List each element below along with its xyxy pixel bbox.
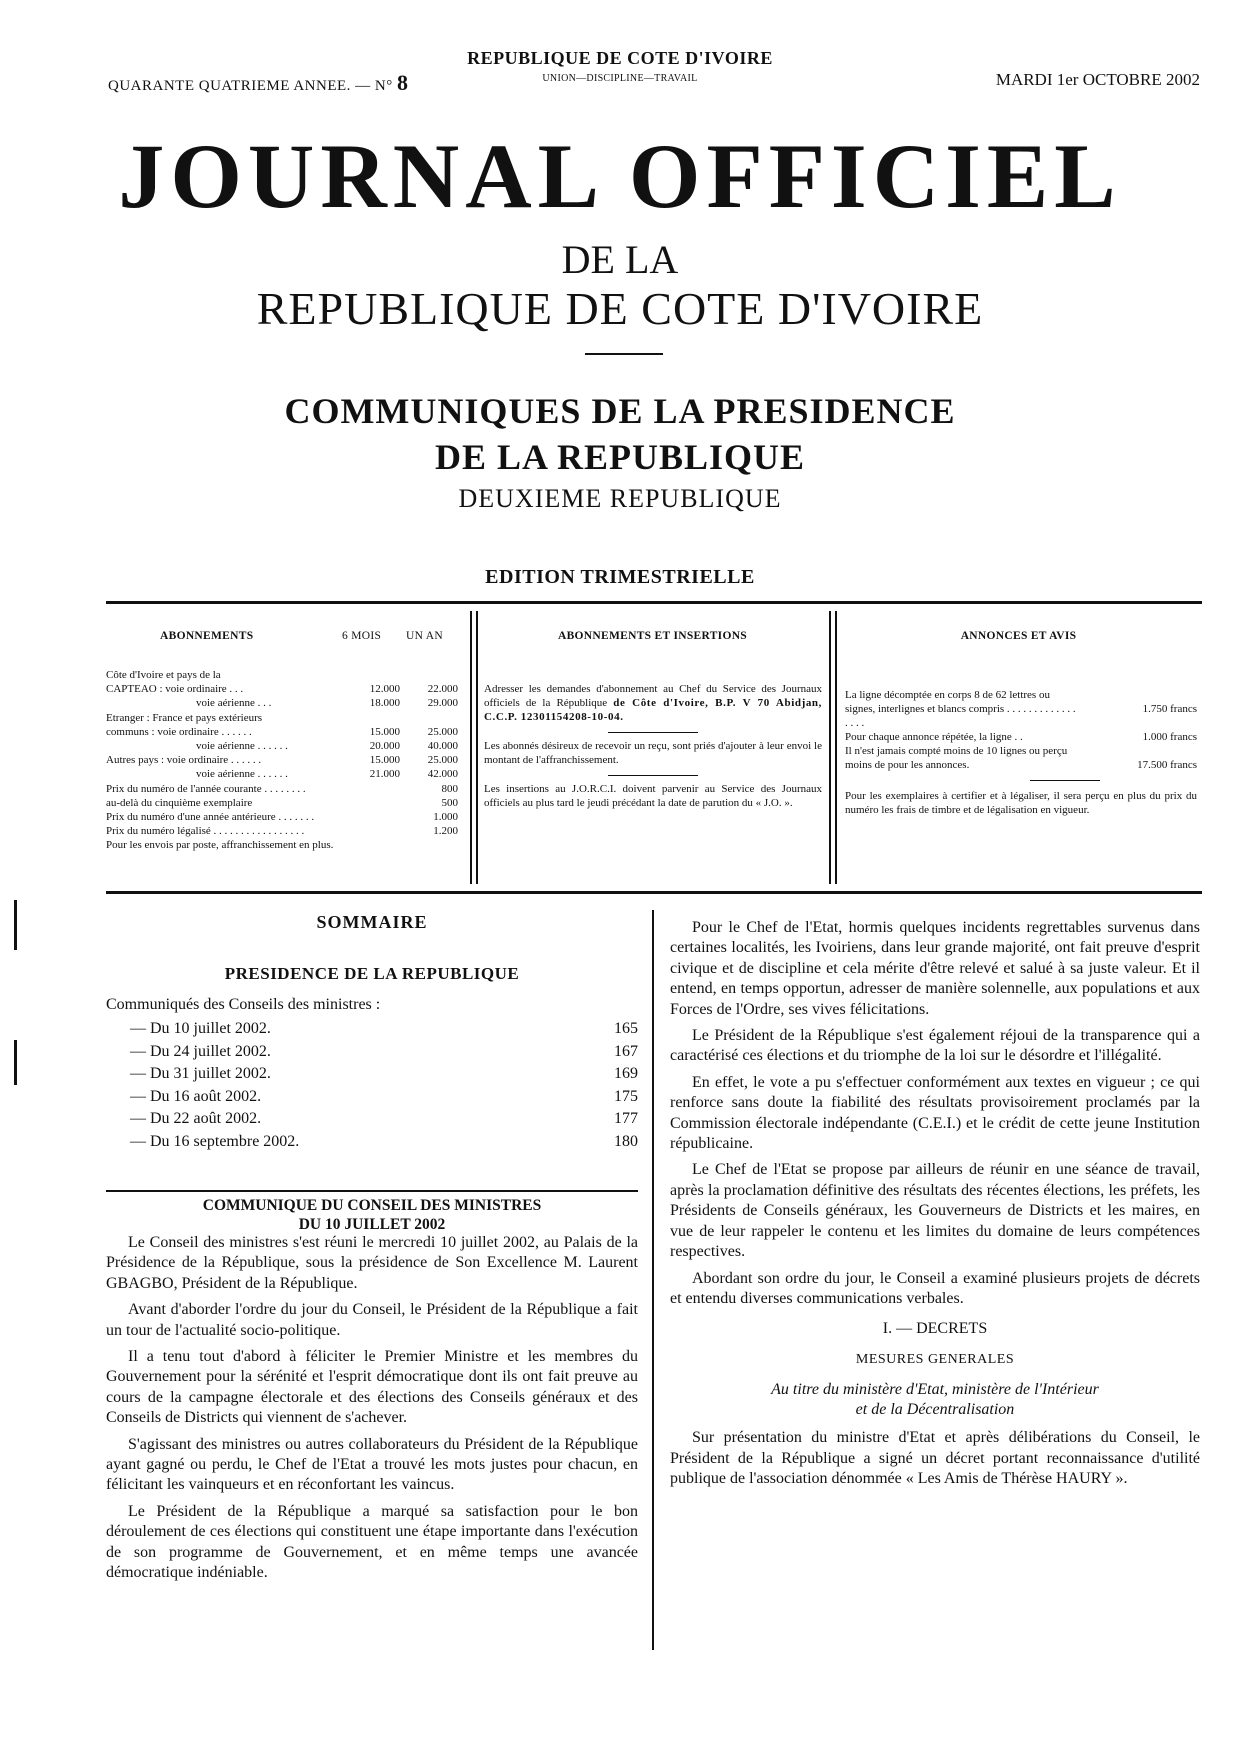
- toc-entry-page: 169: [614, 1065, 638, 1082]
- toc-entry-page: 175: [614, 1087, 638, 1105]
- subscription-one-year: [400, 668, 458, 682]
- issue-number: 8: [396, 70, 409, 95]
- subscription-row: [106, 739, 458, 753]
- toc-entry-label: — Du 16 août 2002.: [130, 1087, 262, 1105]
- insertions-body: [484, 682, 822, 818]
- box-divider: [476, 611, 478, 884]
- communiques-heading-line2: DE LA REPUBLIQUE: [434, 437, 806, 477]
- deuxieme-republique: DEUXIEME REPUBLIQUE: [458, 484, 782, 513]
- subscription-label: CAPTEAO : voie ordinaire . . .: [106, 683, 244, 696]
- subscription-one-year: 1.200: [433, 825, 458, 838]
- subscription-one-year: 25.000: [427, 725, 458, 738]
- subscription-label: Côte d'Ivoire et pays de la: [106, 669, 221, 681]
- box-bottom-rule: [106, 891, 1202, 894]
- subscription-label: Pour les envois par poste, affranchissement en plus.: [106, 839, 334, 852]
- body-paragraph: Le Président de la République s'est également réjoui de la transparence qui a caractérisé ces élections et du triomphe de la loi sur le désordre et l'illégalité.: [670, 1027, 1200, 1065]
- subscription-label: voie aérienne . . . . . .: [196, 740, 288, 753]
- insertions-paragraph: Les insertions au J.O.R.C.I. doivent parvenir au Service des Journaux officiels au plus tard le jeudi précédant la date de parution du « J.O. ».: [484, 783, 822, 809]
- subscription-label: Prix du numéro d'une année antérieure . . . . . . .: [106, 811, 315, 824]
- body-paragraph: En effet, le vote a pu s'effectuer conformément aux textes en vigueur ; ce qui renforce sans doute la fiabilité des résultats provisoirement proclamés par la Commission électorale indépendante (C.E.I.) et le crédit de cette jeune Institution républicaine.: [670, 1073, 1200, 1153]
- annonce-rate-text: Il n'est jamais compté moins de 10 lignes ou perçu moins de pour les annonces.: [845, 745, 1068, 771]
- communiques-heading: COMMUNIQUES DE LA PRESIDENCE: [284, 391, 956, 431]
- ministere-heading: [670, 1380, 1200, 1420]
- annonce-rate-price: 1.750 francs: [1142, 703, 1197, 715]
- six-mois-header: 6 MOIS: [342, 630, 382, 642]
- body-paragraph: Le Chef de l'Etat se propose par ailleurs de réunir en une séance de travail, après la proclamation définitive des résultats des récentes élections, les préfets, les Présidents de Conseils généraux, les Gouverneurs de Districts et les maires, en vue de leur rappeler le contenu et les limites du domaine de leurs compétences respectives.: [670, 1161, 1200, 1261]
- divider: [106, 1190, 638, 1192]
- box-divider: [470, 611, 472, 884]
- annonce-note: Pour les exemplaires à certifier et à légaliser, il sera perçu en plus du prix du numéro les frais de timbre et de légalisation en vigueur.: [845, 790, 1197, 816]
- toc-entry-label: — Du 24 juillet 2002.: [130, 1042, 271, 1060]
- communique-title: [106, 1196, 638, 1234]
- toc-entry-page: 180: [614, 1132, 638, 1150]
- subscription-label: Prix du numéro de l'année courante . . . . . . . .: [106, 782, 306, 795]
- divider: [1030, 780, 1100, 781]
- toc-entry: [106, 1018, 638, 1041]
- republic-name: REPUBLIQUE DE COTE D'IVOIRE: [467, 48, 773, 68]
- divider: [608, 732, 698, 733]
- divider: [585, 353, 663, 355]
- ministere-line: et de la Décentralisation: [855, 1401, 1015, 1419]
- insertions-header: ABONNEMENTS ET INSERTIONS: [557, 630, 748, 642]
- subscription-label: communs : voie ordinaire . . . . . .: [106, 725, 252, 738]
- subscription-label: Autres pays : voie ordinaire . . . . . .: [106, 754, 262, 767]
- subscription-row: [106, 682, 458, 696]
- ministere-line: Au titre du ministère d'Etat, ministère de l'Intérieur: [771, 1381, 1099, 1399]
- body-paragraph: Le Conseil des ministres s'est réuni le mercredi 10 juillet 2002, au Palais de la Présidence de la République, sous la présidence de Son Excellence M. Laurent GBAGBO, Président de la République.: [106, 1234, 638, 1292]
- toc-entry: [106, 1063, 638, 1086]
- subscription-row: [106, 696, 458, 710]
- communique-left-body: [106, 1233, 638, 1590]
- divider: [608, 775, 698, 776]
- mesures-heading: MESURES GENERALES: [855, 1351, 1015, 1367]
- subscription-price-list: [106, 668, 458, 853]
- abonnements-header: ABONNEMENTS: [160, 630, 254, 642]
- annonce-rate-row: [845, 730, 1197, 744]
- toc-entry-label: — Du 22 août 2002.: [130, 1110, 262, 1127]
- toc-entry: [106, 1131, 638, 1154]
- annonce-rate-text: La ligne décomptée en corps 8 de 62 lettres ou signes, interlignes et blancs compris . . . . . . . . . . . . . . . . .: [845, 689, 1076, 729]
- final-paragraph: Sur présentation du ministre d'Etat et après délibérations du Conseil, le Président de la République a signé un décret portant reconnaissance d'utilité publique de l'association dénommée « Les Amis de Thérèse HAURY ».: [670, 1429, 1200, 1487]
- box-top-rule: [106, 601, 1202, 604]
- subscription-six-months: 15.000: [369, 725, 400, 738]
- subscription-six-months: 21.000: [369, 768, 400, 781]
- decrets-heading: I. — DECRETS: [882, 1320, 988, 1338]
- subscription-label: voie aérienne . . . . . .: [196, 768, 288, 781]
- subscription-six-months: 20.000: [369, 740, 400, 753]
- journal-subtitle-de-la: DE LA: [561, 237, 679, 282]
- toc-entry-label: — Du 10 juillet 2002.: [130, 1020, 271, 1037]
- subscription-six-months: 12.000: [369, 683, 400, 696]
- insertions-address: de Côte d'Ivoire, B.P. V 70 Abidjan, C.C.P. 12301154208-10-04.: [484, 697, 822, 723]
- subscription-row: [106, 838, 458, 852]
- toc-entry-page: 167: [614, 1042, 638, 1060]
- subscription-row: [106, 796, 458, 810]
- body-paragraph: Avant d'aborder l'ordre du jour du Conseil, le Président de la République a fait un tour de l'actualité socio-politique.: [106, 1301, 638, 1339]
- subscription-row: [106, 824, 458, 838]
- subscription-row: [106, 668, 458, 682]
- subscription-six-months: [350, 810, 400, 824]
- column-divider: [652, 910, 654, 1650]
- subscription-six-months: [350, 782, 400, 796]
- toc-entry-label: — Du 31 juillet 2002.: [130, 1065, 271, 1082]
- margin-mark: [14, 900, 17, 950]
- table-of-contents: [106, 1018, 638, 1153]
- journal-country: REPUBLIQUE DE COTE D'IVOIRE: [256, 283, 984, 334]
- sommaire-intro: Communiqués des Conseils des ministres :: [106, 996, 381, 1013]
- subscription-row: [106, 725, 458, 739]
- box-divider: [835, 611, 837, 884]
- subscription-one-year: [400, 838, 458, 852]
- subscription-one-year: 800: [441, 782, 458, 795]
- subscription-one-year: 22.000: [427, 683, 458, 696]
- toc-entry: [106, 1108, 638, 1131]
- un-an-header: UN AN: [406, 630, 443, 642]
- annonces-header: ANNONCES ET AVIS: [960, 630, 1077, 642]
- subscription-label: Prix du numéro légalisé . . . . . . . . . . . . . . . . .: [106, 825, 305, 838]
- annonce-rate-price: 17.500 francs: [1137, 759, 1197, 771]
- issue-text: QUARANTE QUATRIEME ANNEE. — N°: [108, 78, 393, 94]
- issue-date: MARDI 1er OCTOBRE 2002: [995, 70, 1200, 89]
- subscription-six-months: [350, 711, 400, 725]
- journal-title: JOURNAL OFFICIEL: [118, 125, 1122, 227]
- subscription-row: [106, 711, 458, 725]
- subscription-six-months: 15.000: [369, 754, 400, 767]
- toc-entry-page: 177: [614, 1110, 638, 1127]
- body-paragraph: Abordant son ordre du jour, le Conseil a examiné plusieurs projets de décrets et entendu diverses communications verbales.: [670, 1269, 1200, 1307]
- subscription-one-year: 25.000: [427, 754, 458, 767]
- toc-entry-label: — Du 16 septembre 2002.: [130, 1132, 300, 1150]
- insertions-paragraph: Adresser les demandes d'abonnement au Chef du Service des Journaux officiels de la République: [484, 683, 822, 709]
- annonce-rate-row: [845, 688, 1197, 730]
- subscription-six-months: 18.000: [369, 697, 400, 710]
- edition-label: EDITION TRIMESTRIELLE: [485, 566, 755, 588]
- right-paragraphs: [670, 918, 1200, 1309]
- subscription-label: au-delà du cinquième exemplaire: [106, 796, 253, 809]
- subscription-one-year: 42.000: [427, 768, 458, 781]
- body-paragraph: Il a tenu tout d'abord à féliciter le Premier Ministre et les membres du Gouvernement pour la sérénité et l'esprit démocratique dont ils ont fait preuve au cours de la campagne électorale et des élections des Conseils généraux et des Conseils de Districts qui viennent de s'achever.: [106, 1348, 638, 1427]
- annonce-rate-price: 1.000 francs: [1142, 731, 1197, 743]
- communique-title-line: COMMUNIQUE DU CONSEIL DES MINISTRES: [202, 1197, 542, 1214]
- subscription-six-months: [350, 838, 400, 852]
- body-paragraph: Le Président de la République a marqué sa satisfaction pour le bon déroulement de ces élections qui constituent une étape importante dans l'exécution de son programme de Gouvernement, et en même temps une avancée démocratique indéniable.: [106, 1502, 638, 1582]
- sommaire-title: SOMMAIRE: [316, 912, 428, 932]
- body-paragraph: S'agissant des ministres ou autres collaborateurs du Président de la République ayant gagné ou perdu, le Chef de l'Etat a trouvé les mots justes pour chacun, en félicitant les vainqueurs et en réconfortant les vaincus.: [106, 1435, 638, 1494]
- subscription-label: voie aérienne . . .: [196, 697, 272, 710]
- body-paragraph: Pour le Chef de l'Etat, hormis quelques incidents regrettables survenus dans certaines localités, les Ivoiriens, dans leur grande majorité, ont fait preuve d'esprit civique et de discipline et cela mérite d'être relevé et salué à sa juste valeur. Et il entend, en temps opportun, adresser de manière solennelle, aux populations et aux Forces de l'Ordre, ses vives félicitations.: [670, 919, 1200, 1018]
- republic-motto: UNION—DISCIPLINE—TRAVAIL: [542, 73, 698, 84]
- subscription-six-months: [350, 824, 400, 838]
- subscription-one-year: 500: [441, 796, 458, 809]
- communique-title-line: DU 10 JUILLET 2002: [298, 1216, 446, 1233]
- toc-entry-page: 165: [614, 1020, 638, 1037]
- annonces-body: [845, 688, 1197, 817]
- subscription-label: Etranger : France et pays extérieurs: [106, 711, 263, 724]
- sommaire-section: PRESIDENCE DE LA REPUBLIQUE: [224, 964, 520, 983]
- subscription-one-year: [400, 711, 458, 725]
- subscription-six-months: [350, 668, 400, 682]
- subscription-row: [106, 753, 458, 767]
- annonce-rate-row: [845, 744, 1197, 772]
- margin-mark: [14, 1040, 17, 1085]
- toc-entry: [106, 1086, 638, 1109]
- annonce-rate-text: Pour chaque annonce répétée, la ligne . .: [845, 731, 1023, 743]
- toc-entry: [106, 1041, 638, 1064]
- subscription-one-year: 40.000: [427, 740, 458, 753]
- subscription-row: [106, 767, 458, 781]
- box-divider: [829, 611, 831, 884]
- communique-right-body: [670, 918, 1200, 1495]
- subscription-row: [106, 810, 458, 824]
- insertions-paragraph: Les abonnés désireux de recevoir un reçu, sont priés d'ajouter à leur envoi le montant de l'affranchissement.: [484, 740, 822, 766]
- subscription-row: [106, 782, 458, 796]
- subscription-one-year: 29.000: [427, 697, 458, 710]
- subscription-six-months: [350, 796, 400, 810]
- subscription-one-year: 1.000: [433, 811, 458, 824]
